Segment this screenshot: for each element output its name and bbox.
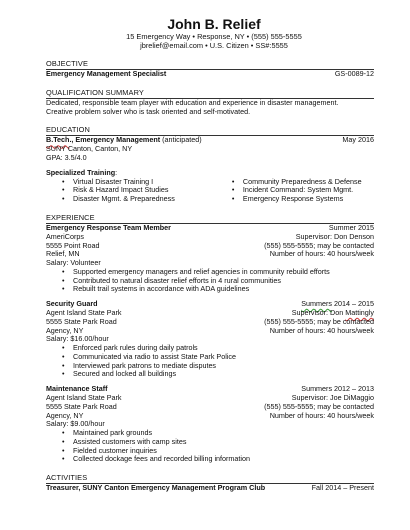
summary-heading: QUALIFICATION SUMMARY — [46, 88, 374, 99]
training-item: • Virtual Disaster Training I — [46, 178, 216, 187]
duty-item: • Supported emergency managers and relief agencies in community rebuild efforts — [46, 268, 374, 277]
activity-dates: Fall 2014 – Present — [311, 483, 374, 493]
training-list — [46, 178, 374, 204]
training-item: • Incident Command: System Mgmt. — [216, 186, 374, 195]
duty-item: • Enforced park rules during daily patrols — [46, 344, 374, 353]
job-supervisor-prefix: Supervisor: Don — [291, 307, 346, 317]
summary-line-1: Dedicated, responsible team player with education and experience in disaster management. — [46, 97, 339, 107]
duty-item: • Communicated via radio to assist State Park Police — [46, 353, 374, 362]
objective-row — [46, 70, 374, 79]
job-address: 5555 Point Road — [46, 240, 100, 250]
job-city: Relief, MN — [46, 249, 80, 259]
job-salary: Salary: $9.00/hour — [46, 419, 105, 429]
job-org: Agent Island State Park — [46, 307, 122, 317]
job-dates: Summer 2015 — [328, 222, 374, 232]
job-address: 5555 State Park Road — [46, 401, 117, 411]
job-dates-years: 2014 – 2015 — [332, 299, 374, 309]
job-phone: (555) 555-5555; may be contacted — [264, 401, 374, 411]
job-city: Agency, NY — [46, 410, 84, 420]
activity-row — [46, 484, 374, 493]
duty-item: • Collected dockage fees and recorded billing information — [46, 455, 374, 464]
objective-position: Emergency Management Specialist — [46, 69, 167, 79]
degree-name: ., Emergency Management — [69, 135, 161, 145]
degree-note: (anticipated) — [160, 135, 202, 145]
training-item: • Emergency Response Systems — [216, 195, 374, 204]
job-hours: Number of hours: 40 hours/week — [269, 249, 374, 259]
duty-item: • Interviewed park patrons to mediate disputes — [46, 362, 374, 371]
duty-item: • Assisted customers with camp sites — [46, 438, 374, 447]
job-duties — [46, 268, 374, 294]
job-duties — [46, 344, 374, 379]
job-title: Maintenance Staff — [46, 384, 108, 394]
duty-item: • Contributed to natural disaster relief efforts in 4 rural communities — [46, 277, 374, 286]
duty-item: • Secured and locked all buildings — [46, 370, 374, 379]
job-phone: (555) 555-5555; may be contacted — [264, 316, 374, 326]
job-salary: Salary: $16.00/hour — [46, 334, 109, 344]
degree-date: May 2016 — [342, 135, 374, 145]
summary-line-2: Creative problem solver who is task oriented and self-motivated. — [46, 106, 251, 116]
job-hours: Number of hours: 40 hours/week — [269, 410, 374, 420]
contact-line-email: jbrelief@email.com • U.S. Citizen • SS#:5555 — [140, 41, 288, 50]
training-item: • Risk & Hazard Impact Studies — [46, 186, 216, 195]
job-title: Emergency Response Team Member — [46, 222, 171, 232]
job-salary: Salary: Volunteer — [46, 258, 101, 268]
job-org: AmeriCorps — [46, 231, 84, 241]
job-dates: Summers 2012 – 2013 — [301, 384, 374, 394]
training-item: • Disaster Mgmt. & Preparedness — [46, 195, 216, 204]
duty-item: • Maintained park grounds — [46, 429, 374, 438]
education-heading: EDUCATION — [46, 125, 374, 136]
duty-item: • Fielded customer inquiries — [46, 447, 374, 456]
job-dates-prefix: Summers — [301, 299, 333, 309]
training-colon: : — [115, 167, 118, 177]
training-title: Specialized Training — [46, 167, 116, 177]
degree-prefix: B.Tech — [46, 135, 70, 145]
job-supervisor-name: Mattingly — [345, 307, 374, 317]
job-title: Security Guard — [46, 299, 98, 309]
candidate-name: John B. Relief — [167, 16, 261, 32]
training-item: • Community Preparedness & Defense — [216, 178, 374, 187]
activities-heading: ACTIVITIES — [46, 473, 374, 484]
contact-line-address: 15 Emergency Way • Response, NY • (555) 555-5555 — [126, 32, 302, 41]
objective-heading: OBJECTIVE — [46, 59, 374, 70]
job-supervisor: Supervisor: Joe DiMaggio — [291, 393, 374, 402]
objective-code: GS-0089-12 — [334, 69, 374, 79]
job-hours: Number of hours: 40 hours/week — [269, 325, 374, 335]
job-supervisor: Supervisor: Don Denson — [295, 231, 374, 241]
experience-heading: EXPERIENCE — [46, 213, 374, 224]
activity-role: Treasurer, SUNY Canton Emergency Management Program Club — [46, 483, 266, 493]
training-column-right — [216, 178, 374, 204]
job-duties — [46, 429, 374, 464]
job-phone: (555) 555-5555; may be contacted — [264, 240, 374, 250]
duty-item: • Rebuilt trail systems in accordance with ADA guidelines — [46, 285, 374, 294]
job-address: 5555 State Park Road — [46, 316, 117, 326]
job-city: Agency, NY — [46, 325, 84, 335]
job-org: Agent Island State Park — [46, 393, 122, 402]
school-name: SUNY Canton, Canton, NY — [46, 144, 133, 154]
training-column-left — [46, 178, 216, 204]
gpa: GPA: 3.5/4.0 — [46, 153, 87, 162]
